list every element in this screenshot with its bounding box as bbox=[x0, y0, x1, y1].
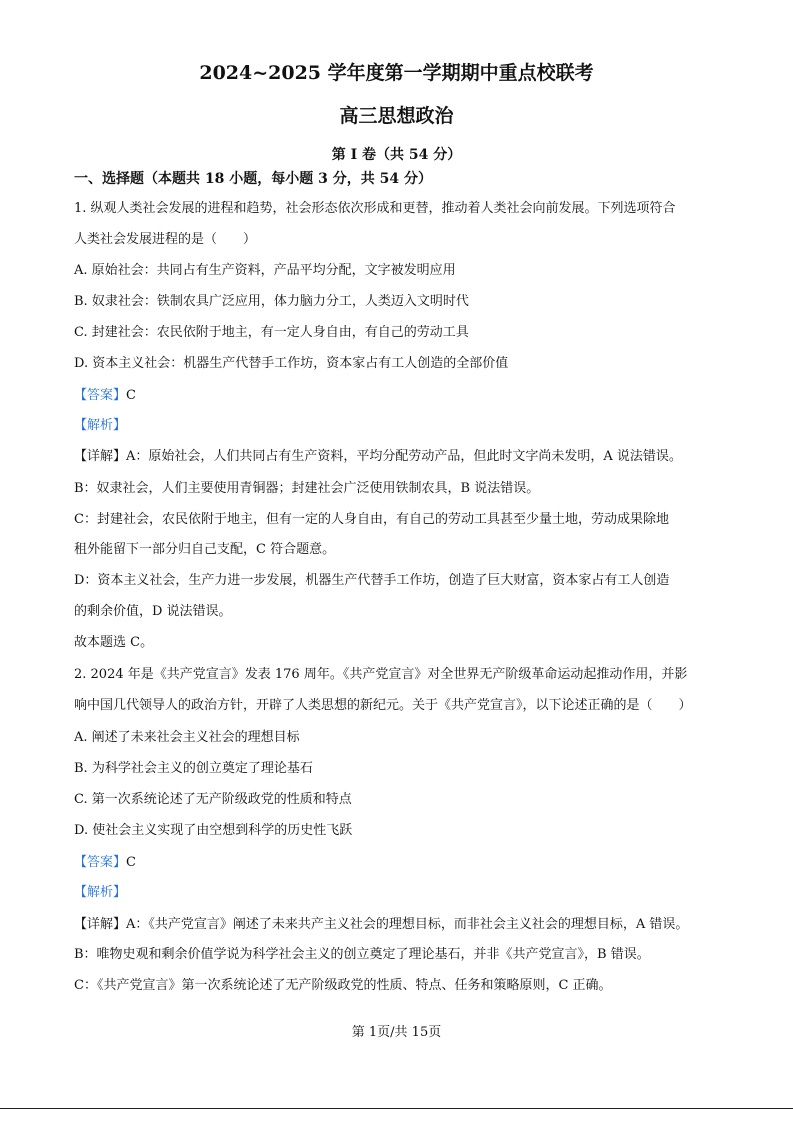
question-2-option-a: A. 阐述了未来社会主义社会的理想目标 bbox=[74, 730, 300, 745]
detail-text: A：原始社会，人们共同占有生产资料，平均分配劳动产品，但此时文字尚未发明，A 说法错误。 bbox=[126, 449, 682, 464]
question-1-conclusion: 故本题选 C。 bbox=[74, 635, 154, 650]
question-2-detail-line-1 bbox=[74, 918, 688, 931]
question-1-detail-line-4: 租外能留下一部分归自己支配，C 符合题意。 bbox=[74, 542, 336, 557]
subject-title: 高三思想政治 bbox=[339, 105, 454, 127]
question-1-detail-line-5: D：资本主义社会，生产力进一步发展，机器生产代替手工作坊，创造了巨大财富，资本家占有工人创造 bbox=[74, 573, 670, 588]
question-2-answer bbox=[74, 856, 136, 869]
bottom-divider bbox=[0, 1108, 793, 1109]
question-1-detail-line-6: 的剩余价值，D 说法错误。 bbox=[74, 604, 232, 619]
analysis-tag: 【解析】 bbox=[74, 885, 127, 900]
question-2-detail-line-3: C：《共产党宣言》第一次系统论述了无产阶级政党的性质、特点、任务和策略原则，C 正确。 bbox=[74, 978, 612, 993]
question-2-analysis-tag bbox=[74, 886, 126, 899]
question-2-detail-line-2: B：唯物史观和剩余价值学说为科学社会主义的创立奠定了理论基石，并非《共产党宣言》，B 错误。 bbox=[74, 947, 650, 962]
question-2-option-b: B. 为科学社会主义的创立奠定了理论基石 bbox=[74, 761, 313, 776]
analysis-tag: 【解析】 bbox=[74, 418, 127, 433]
question-2-stem-line-2: 响中国几代领导人的政治方针，开辟了人类思想的新纪元。关于《共产党宣言》，以下论述正确的是（ ） bbox=[74, 698, 692, 713]
question-1-stem-line-1: 1. 纵观人类社会发展的进程和趋势，社会形态依次形成和更替，推动着人类社会向前发展。下列选项符合 bbox=[74, 201, 676, 216]
question-1-option-c: C. 封建社会：农民依附于地主，有一定人身自由，有自己的劳动工具 bbox=[74, 325, 469, 340]
question-2-option-c: C. 第一次系统论述了无产阶级政党的性质和特点 bbox=[74, 792, 352, 807]
detail-tag: 【详解】 bbox=[74, 917, 127, 932]
question-1-stem-line-2: 人类社会发展进程的是（ ） bbox=[74, 232, 257, 247]
question-1-option-d: D. 资本主义社会：机器生产代替手工作坊，资本家占有工人创造的全部价值 bbox=[74, 356, 509, 371]
answer-value: C bbox=[126, 388, 136, 403]
question-1-detail-line-1 bbox=[74, 450, 682, 463]
question-2-option-d: D. 使社会主义实现了由空想到科学的历史性飞跃 bbox=[74, 823, 353, 838]
page-footer: 第 1页/共 15页 bbox=[351, 1025, 442, 1040]
question-2-stem-line-1: 2. 2024 年是《共产党宣言》发表 176 周年。《共产党宣言》对全世界无产阶级革命运动起推动作用，并影 bbox=[74, 667, 688, 682]
answer-value: C bbox=[126, 855, 136, 870]
question-1-option-a: A. 原始社会：共同占有生产资料，产品平均分配，文字被发明应用 bbox=[74, 263, 456, 278]
detail-text: A：《共产党宣言》阐述了未来共产主义社会的理想目标，而非社会主义社会的理想目标，A 错误。 bbox=[126, 917, 689, 932]
section-heading: 一、选择题（本题共 18 小题，每小题 3 分，共 54 分） bbox=[74, 171, 432, 187]
question-1-detail-line-2: B：奴隶社会，人们主要使用青铜器；封建社会广泛使用铁制农具，B 说法错误。 bbox=[74, 481, 540, 496]
question-1-answer bbox=[74, 389, 136, 402]
detail-tag: 【详解】 bbox=[74, 449, 127, 464]
question-1-option-b: B. 奴隶社会：铁制农具广泛应用，体力脑力分工，人类迈入文明时代 bbox=[74, 294, 469, 309]
question-1-analysis-tag bbox=[74, 419, 126, 432]
question-1-detail-line-3: C：封建社会，农民依附于地主，但有一定的人身自由，有自己的劳动工具甚至少量土地，劳动成果除地 bbox=[74, 512, 669, 527]
answer-tag: 【答案】 bbox=[74, 855, 127, 870]
volume-heading: 第 I 卷（共 54 分） bbox=[331, 147, 462, 163]
answer-tag: 【答案】 bbox=[74, 388, 127, 403]
exam-title: 2024~2025 学年度第一学期期中重点校联考 bbox=[199, 62, 594, 84]
